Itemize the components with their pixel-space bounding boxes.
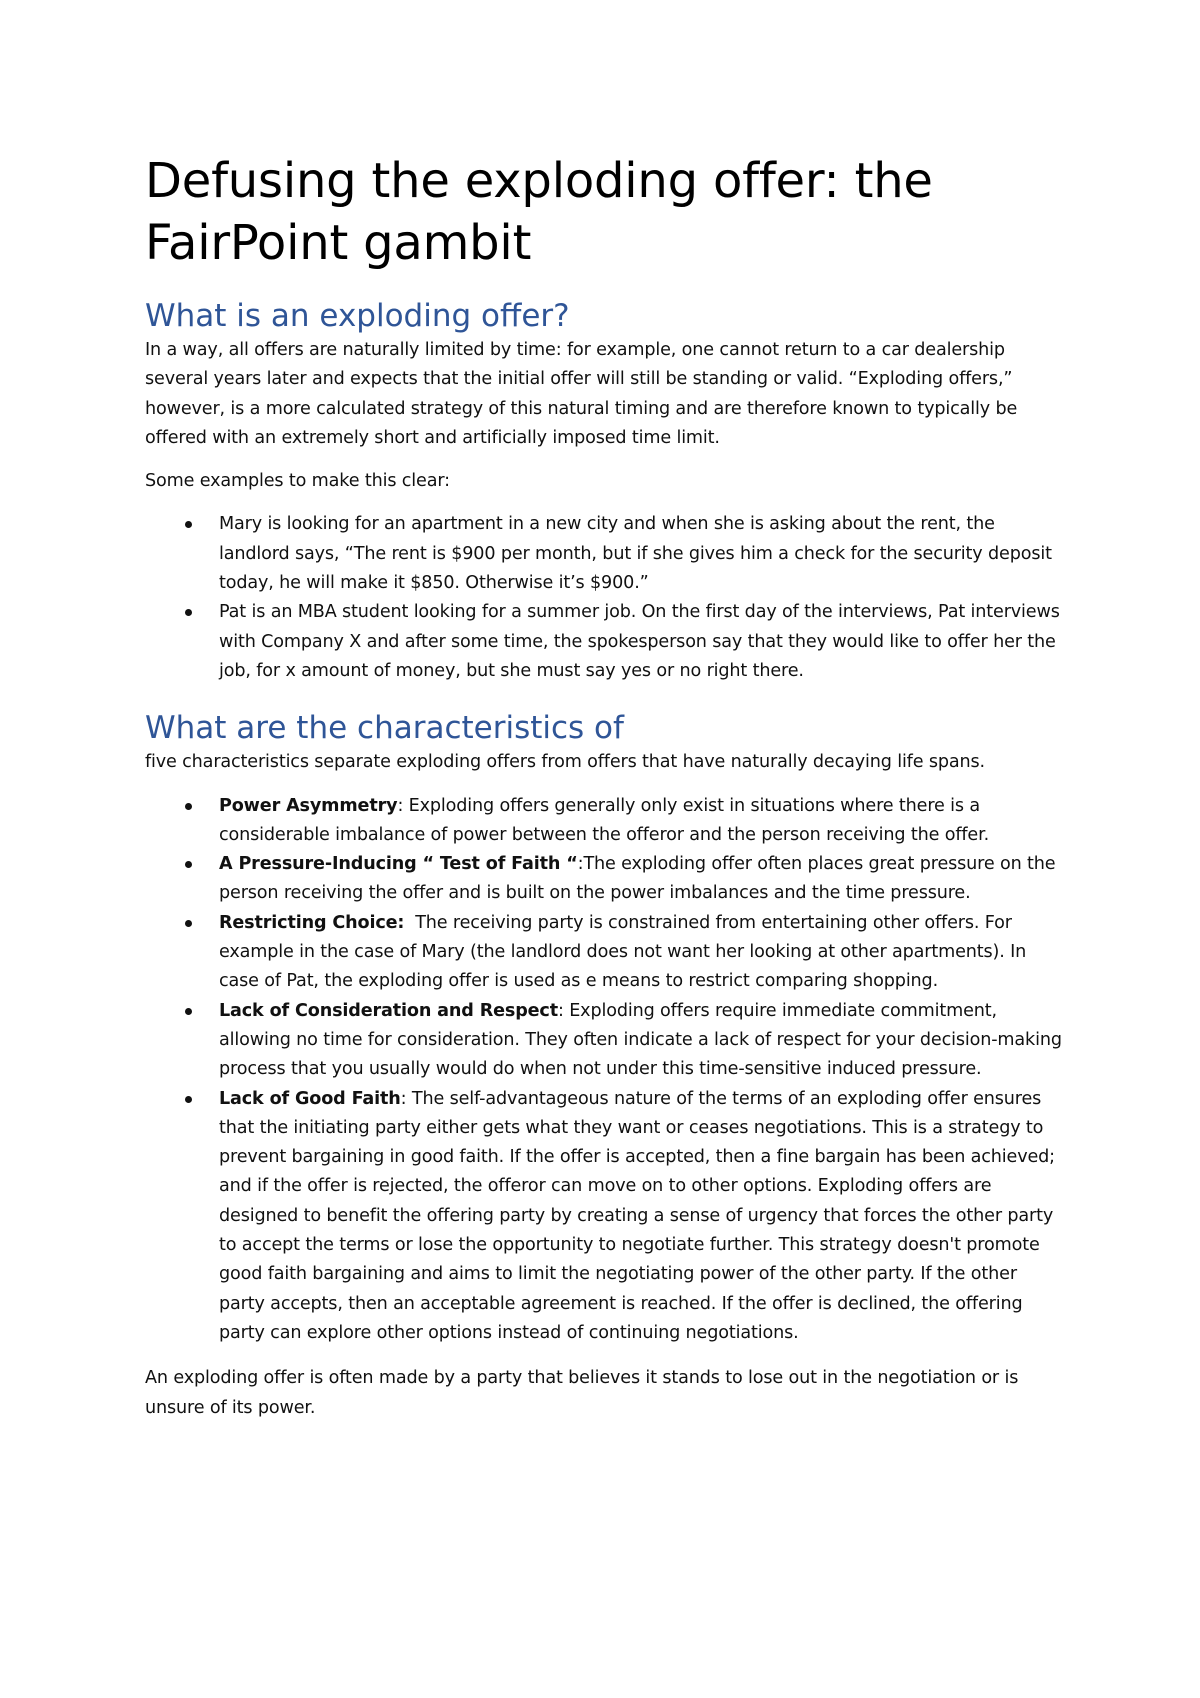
section-heading-characteristics: What are the characteristics of (145, 710, 624, 747)
list-item (145, 909, 1065, 997)
intro-paragraph: In a way, all offers are naturally limited by time: for example, one cannot return to a car dealership several years later and expects that the initial offer will still be standing or valid. “Exploding offers,” however, is a more calculated strategy of this natural timing and are therefore known to typically be offered with an extremely short and artificially imposed time limit. (145, 340, 1018, 448)
examples-list (145, 510, 1065, 686)
characteristics-intro: five characteristics separate exploding offers from offers that have naturally decaying life spans. (145, 752, 985, 773)
characteristics-list (145, 792, 1065, 1349)
list-item (145, 510, 1065, 598)
bullet-icon (185, 1096, 192, 1103)
characteristic-text: The receiving party is constrained from entertaining other offers. For example in the case of Mary (the landlord does not want her looking at other apartments). In case of Pat, the exploding offer is used as e means to restrict comparing shopping. (219, 912, 1027, 992)
list-item (145, 850, 1065, 909)
characteristic-text: Exploding offers require immediate commitment, allowing no time for consideration. They often indicate a lack of respect for your decision-making process that you usually would do when not under this time-sensitive induced pressure. (219, 1000, 1062, 1080)
example-text: Pat is an MBA student looking for a summer job. On the first day of the interviews, Pat interviews with Company X and after some time, the spokesperson say that they would like to offer her the job, for x amount of money, but she must say yes or no right there. (219, 602, 1060, 681)
document-title: Defusing the exploding offer: the FairPoint gambit (145, 153, 933, 271)
examples-intro: Some examples to make this clear: (145, 471, 450, 492)
term-separator: : (400, 1088, 412, 1109)
bullet-icon (185, 861, 192, 868)
closing-paragraph: An exploding offer is often made by a party that believes it stands to lose out in the negotiation or is unsure of its power. (145, 1368, 1019, 1418)
list-item (145, 792, 1065, 851)
term-separator: : (397, 795, 409, 816)
list-item (145, 997, 1065, 1085)
list-item (145, 598, 1065, 686)
characteristic-term: Restricting Choice: (219, 912, 405, 933)
characteristic-term: Lack of Good Faith (219, 1088, 401, 1109)
characteristic-text: The self-advantageous nature of the terms of an exploding offer ensures that the initiating party either gets what they want or ceases negotiations. This is a strategy to prevent bargaining in good faith. If the offer is accepted, then a fine bargain has been achieved; and if the offer is rejected, the offeror can move on to other options. Exploding offers are designed to benefit the offering party by creating a sense of urgency that forces the other party to accept the terms or lose the opportunity to negotiate further. This strategy doesn't promote good faith bargaining and aims to limit the negotiating power of the other party. If the other party accepts, then an acceptable agreement is reached. If the offer is declined, the offering party can explore other options instead of continuing negotiations. (219, 1088, 1055, 1343)
characteristic-text: The exploding offer often places great pressure on the person receiving the offer and is built on the power imbalances and the time pressure. (219, 854, 1056, 904)
document-body (145, 150, 1065, 1423)
term-separator (404, 913, 415, 933)
characteristic-term: Power Asymmetry (219, 795, 398, 816)
bullet-icon (185, 1008, 192, 1015)
bullet-icon (185, 521, 192, 528)
section-heading-what-is: What is an exploding offer? (145, 298, 570, 334)
term-separator: : (577, 854, 584, 875)
term-separator: : (557, 1000, 570, 1021)
bullet-icon (185, 920, 192, 927)
characteristic-text: Exploding offers generally only exist in situations where there is a considerable imbalance of power between the offeror and the person receiving the offer. (219, 795, 990, 845)
characteristic-term: A Pressure-Inducing “ Test of Faith “ (219, 854, 578, 875)
bullet-icon (185, 609, 192, 616)
bullet-icon (185, 803, 192, 810)
example-text: Mary is looking for an apartment in a new city and when she is asking about the rent, the landlord says, “The rent is $900 per month, but if she gives him a check for the security deposit today, he will make it $850. Otherwise it’s $900.” (219, 514, 1052, 594)
characteristic-term: Lack of Consideration and Respect (219, 1000, 558, 1021)
list-item (145, 1085, 1065, 1349)
